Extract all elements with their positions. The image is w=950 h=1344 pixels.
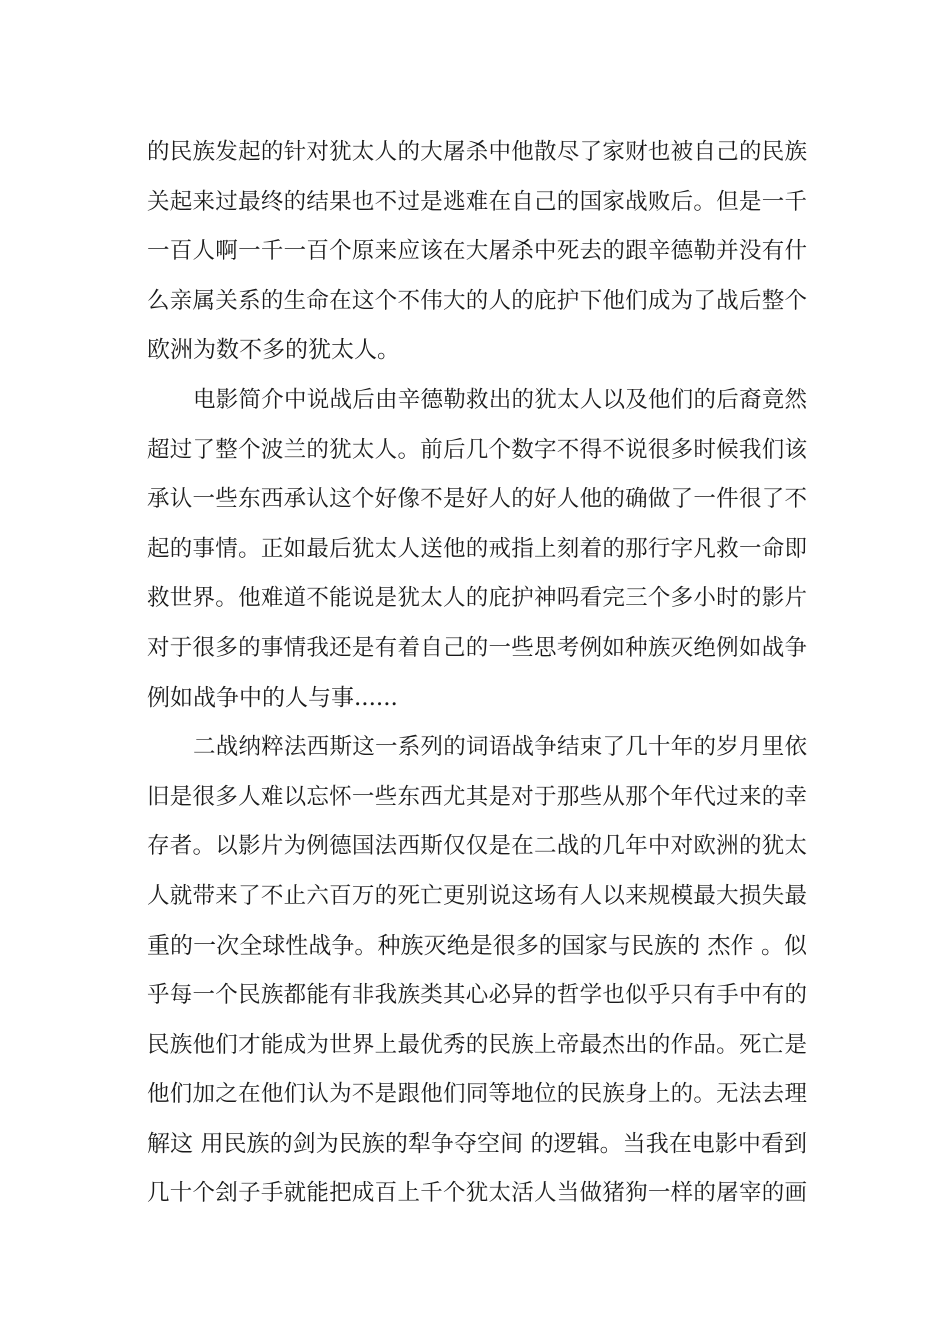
- text-line: 民族他们才能成为世界上最优秀的民族上帝最杰出的作品。死亡是: [147, 1031, 807, 1058]
- paragraph: [147, 723, 807, 1219]
- paragraph: [147, 128, 807, 376]
- text-line: 电影简介中说战后由辛德勒救出的犹太人以及他们的后裔竟然: [193, 386, 807, 413]
- text-line: 起的事情。正如最后犹太人送他的戒指上刻着的那行字凡救一命即: [147, 535, 807, 562]
- text-line: 二战纳粹法西斯这一系列的词语战争结束了几十年的岁月里依: [193, 734, 807, 761]
- text-line: 超过了整个波兰的犹太人。前后几个数字不得不说很多时候我们该: [147, 436, 807, 463]
- text-line: 重的一次全球性战争。种族灭绝是很多的国家与民族的 杰作 。似: [147, 932, 807, 959]
- body-text: [147, 128, 807, 1219]
- text-line: 的民族发起的针对犹太人的大屠杀中他散尽了家财也被自己的民族: [147, 139, 807, 165]
- text-line: 一百人啊一千一百个原来应该在大屠杀中死去的跟辛德勒并没有什: [147, 238, 807, 265]
- text-line: 关起来过最终的结果也不过是逃难在自己的国家战败后。但是一千: [147, 188, 807, 215]
- text-line: 救世界。他难道不能说是犹太人的庇护神吗看完三个多小时的影片: [147, 585, 807, 612]
- text-line: 解这 用民族的剑为民族的犁争夺空间 的逻辑。当我在电影中看到: [147, 1130, 807, 1157]
- text-line: 几十个刽子手就能把成百上千个犹太活人当做猪狗一样的屠宰的画: [147, 1180, 807, 1207]
- text-line: 对于很多的事情我还是有着自己的一些思考例如种族灭绝例如战争: [147, 634, 807, 661]
- text-line: 么亲属关系的生命在这个不伟大的人的庇护下他们成为了战后整个: [147, 287, 807, 314]
- text-line: 乎每一个民族都能有非我族类其心必异的哲学也似乎只有手中有的: [147, 982, 807, 1009]
- text-line: 例如战争中的人与事......: [147, 684, 398, 711]
- text-line: 欧洲为数不多的犹太人。: [147, 337, 400, 364]
- text-line: 人就带来了不止六百万的死亡更别说这场有人以来规模最大损失最: [147, 882, 807, 909]
- text-line: 旧是很多人难以忘怀一些东西尤其是对于那些从那个年代过来的幸: [147, 783, 807, 810]
- paragraph: [147, 376, 807, 723]
- text-line: 存者。以影片为例德国法西斯仅仅是在二战的几年中对欧洲的犹太: [147, 833, 807, 860]
- text-line: 他们加之在他们认为不是跟他们同等地位的民族身上的。无法去理: [147, 1081, 807, 1108]
- text-line: 承认一些东西承认这个好像不是好人的好人他的确做了一件很了不: [147, 486, 807, 513]
